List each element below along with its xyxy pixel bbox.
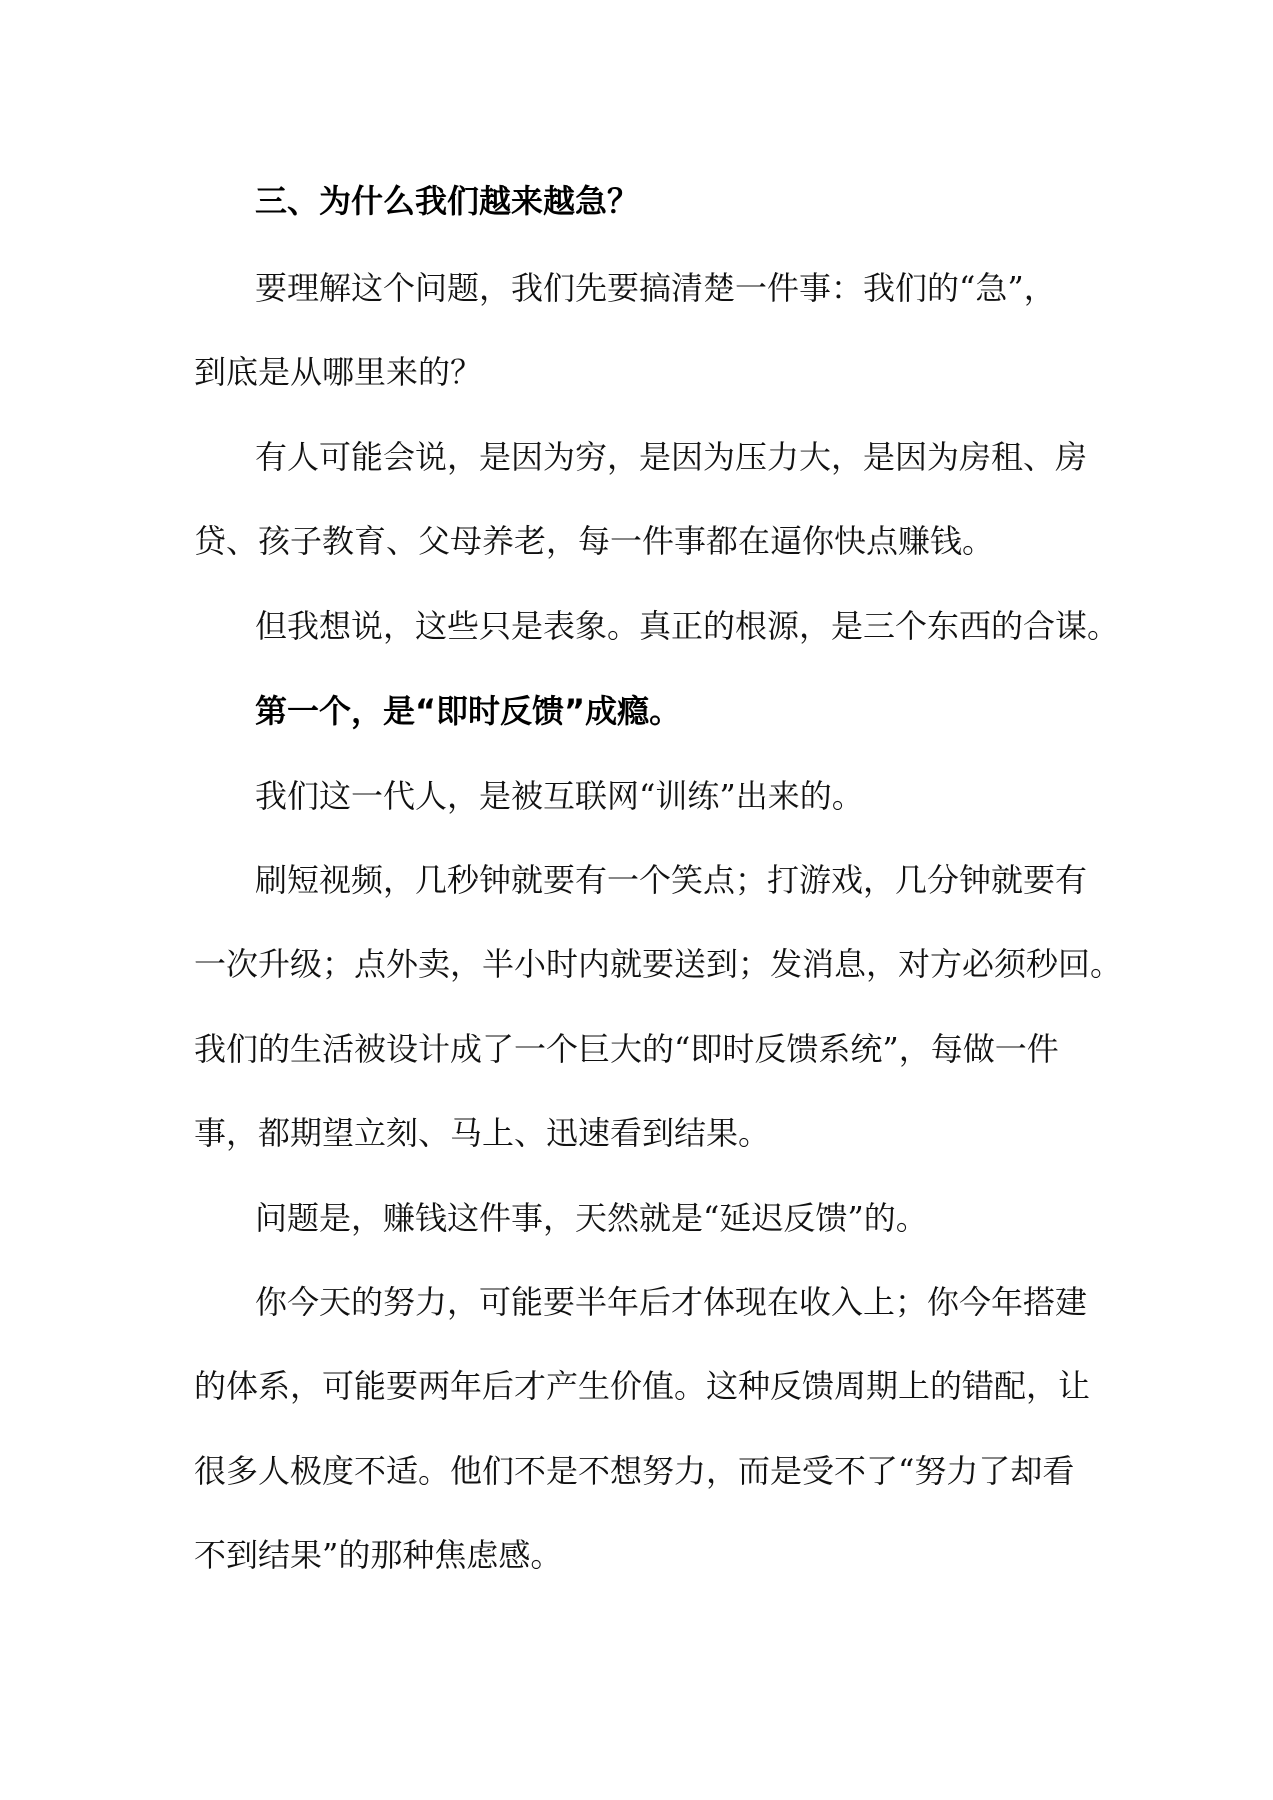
paragraph-line: 我们这一代人，是被互联网“训练”出来的。	[255, 777, 864, 815]
paragraph-line: 很多人极度不适。他们不是不想努力，而是受不了“努力了却看	[194, 1452, 1075, 1490]
paragraph-line: 你今天的努力，可能要半年后才体现在收入上；你今年搭建	[255, 1283, 1088, 1321]
paragraph-line: 事，都期望立刻、马上、迅速看到结果。	[194, 1114, 771, 1152]
paragraph-line: 不到结果”的那种焦虑感。	[194, 1536, 563, 1574]
paragraph-line: 要理解这个问题，我们先要搞清楚一件事：我们的“急”，	[255, 269, 1056, 307]
paragraph-line: 一次升级；点外卖，半小时内就要送到；发消息，对方必须秒回。	[194, 945, 1123, 983]
paragraph-line: 刷短视频，几秒钟就要有一个笑点；打游戏，几分钟就要有	[255, 861, 1088, 899]
paragraph-line: 我们的生活被设计成了一个巨大的“即时反馈系统”，每做一件	[194, 1030, 1059, 1068]
paragraph-line: 贷、孩子教育、父母养老，每一件事都在逼你快点赚钱。	[194, 522, 995, 560]
paragraph-line: 问题是，赚钱这件事，天然就是“延迟反馈”的。	[255, 1199, 928, 1237]
subheading: 第一个，是“即时反馈”成瘾。	[255, 692, 682, 730]
paragraph-line: 的体系，可能要两年后才产生价值。这种反馈周期上的错配，让	[194, 1367, 1091, 1405]
paragraph-line: 但我想说，这些只是表象。真正的根源，是三个东西的合谋。	[255, 607, 1120, 645]
paragraph-line: 有人可能会说，是因为穷，是因为压力大，是因为房租、房	[255, 438, 1088, 476]
section-heading: 三、为什么我们越来越急？	[255, 182, 640, 220]
paragraph-line: 到底是从哪里来的？	[194, 353, 483, 391]
